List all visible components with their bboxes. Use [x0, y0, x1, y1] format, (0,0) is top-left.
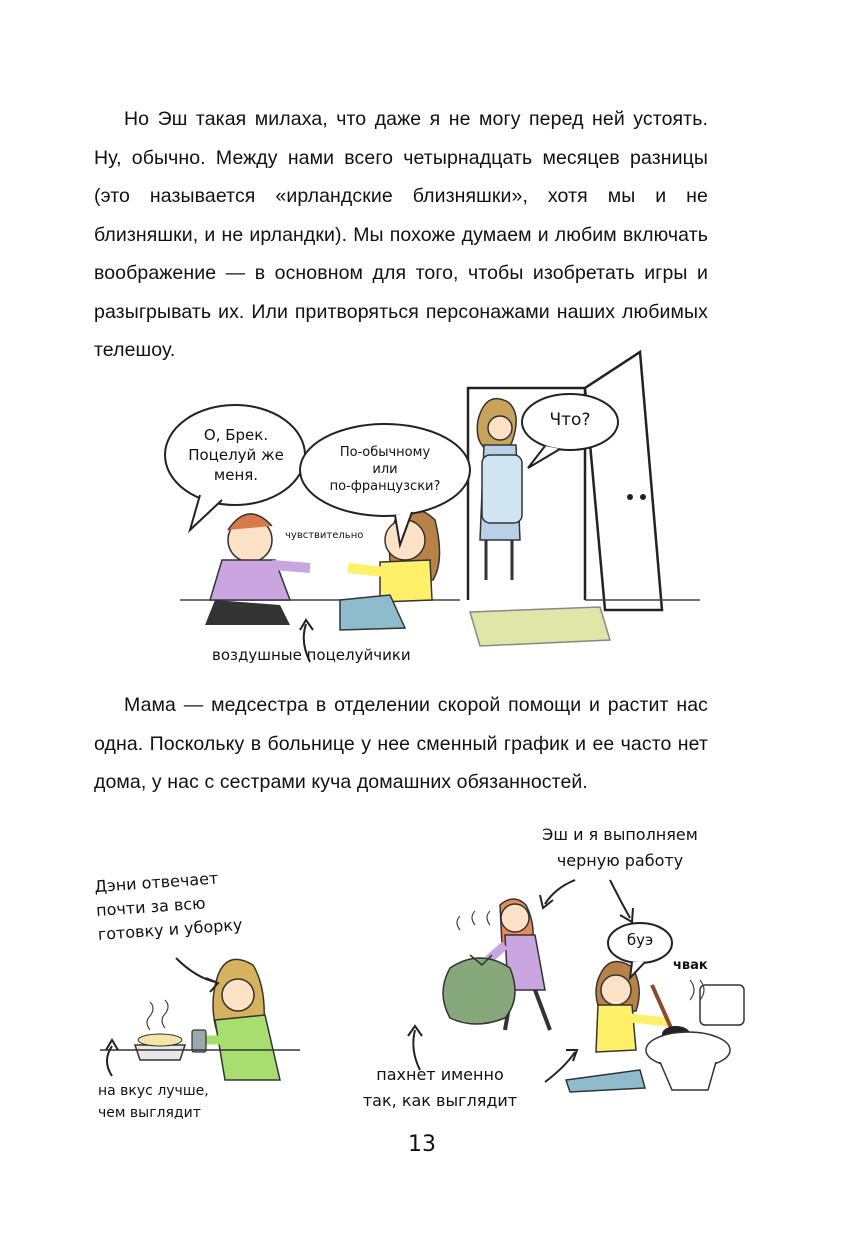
pot	[135, 1045, 185, 1060]
caption-dani: Дэни отвечает почти за всю готовку и уборку	[93, 868, 243, 944]
bubble-right-text: Что?	[549, 410, 591, 430]
bubble-middle-text: По-обычному или по-французски?	[329, 445, 441, 494]
pepper-shaker	[192, 1030, 206, 1052]
caption-chores: Эш и я выполняем черную работу	[542, 825, 698, 870]
caption-taste: на вкус лучше, чем выглядит	[98, 1083, 209, 1121]
sound-squelch: чвак	[673, 958, 708, 973]
paragraph-2: Мама — медсестра в отделении скорой помощи и растит нас одна. Поскольку в больнице у нее сменный график и ее часто нет дома, у нас с сестрами куча домашних обязанностей.	[94, 694, 708, 793]
bubble-left-text: О, Брек. Поцелуй же меня.	[188, 426, 284, 484]
bubble-yuck-text: буэ	[626, 931, 654, 949]
paragraph-1: Но Эш такая милаха, что даже я не могу перед ней устоять. Ну, обычно. Между нами всего четырнадцать месяцев разницы (это называется «ирландские близняшки», хотя мы и не близняшки, и не ирландки). Мы похоже думаем и любим включать воображение — в основном для того, чтобы изобретать игры и разыгрывать их. Или притворяться персонажами наших любимых телешоу.	[94, 108, 708, 361]
page-number: 13	[408, 1132, 436, 1157]
label-feeling: чувствительно	[285, 530, 364, 541]
trash-bag	[443, 958, 515, 1024]
dani-cooking	[100, 959, 300, 1080]
caption-smell: пахнет именно так, как выглядит	[362, 1065, 518, 1110]
girl-plunger	[566, 962, 668, 1092]
caption-air-kisses: воздушные поцелуйчики	[212, 646, 411, 664]
